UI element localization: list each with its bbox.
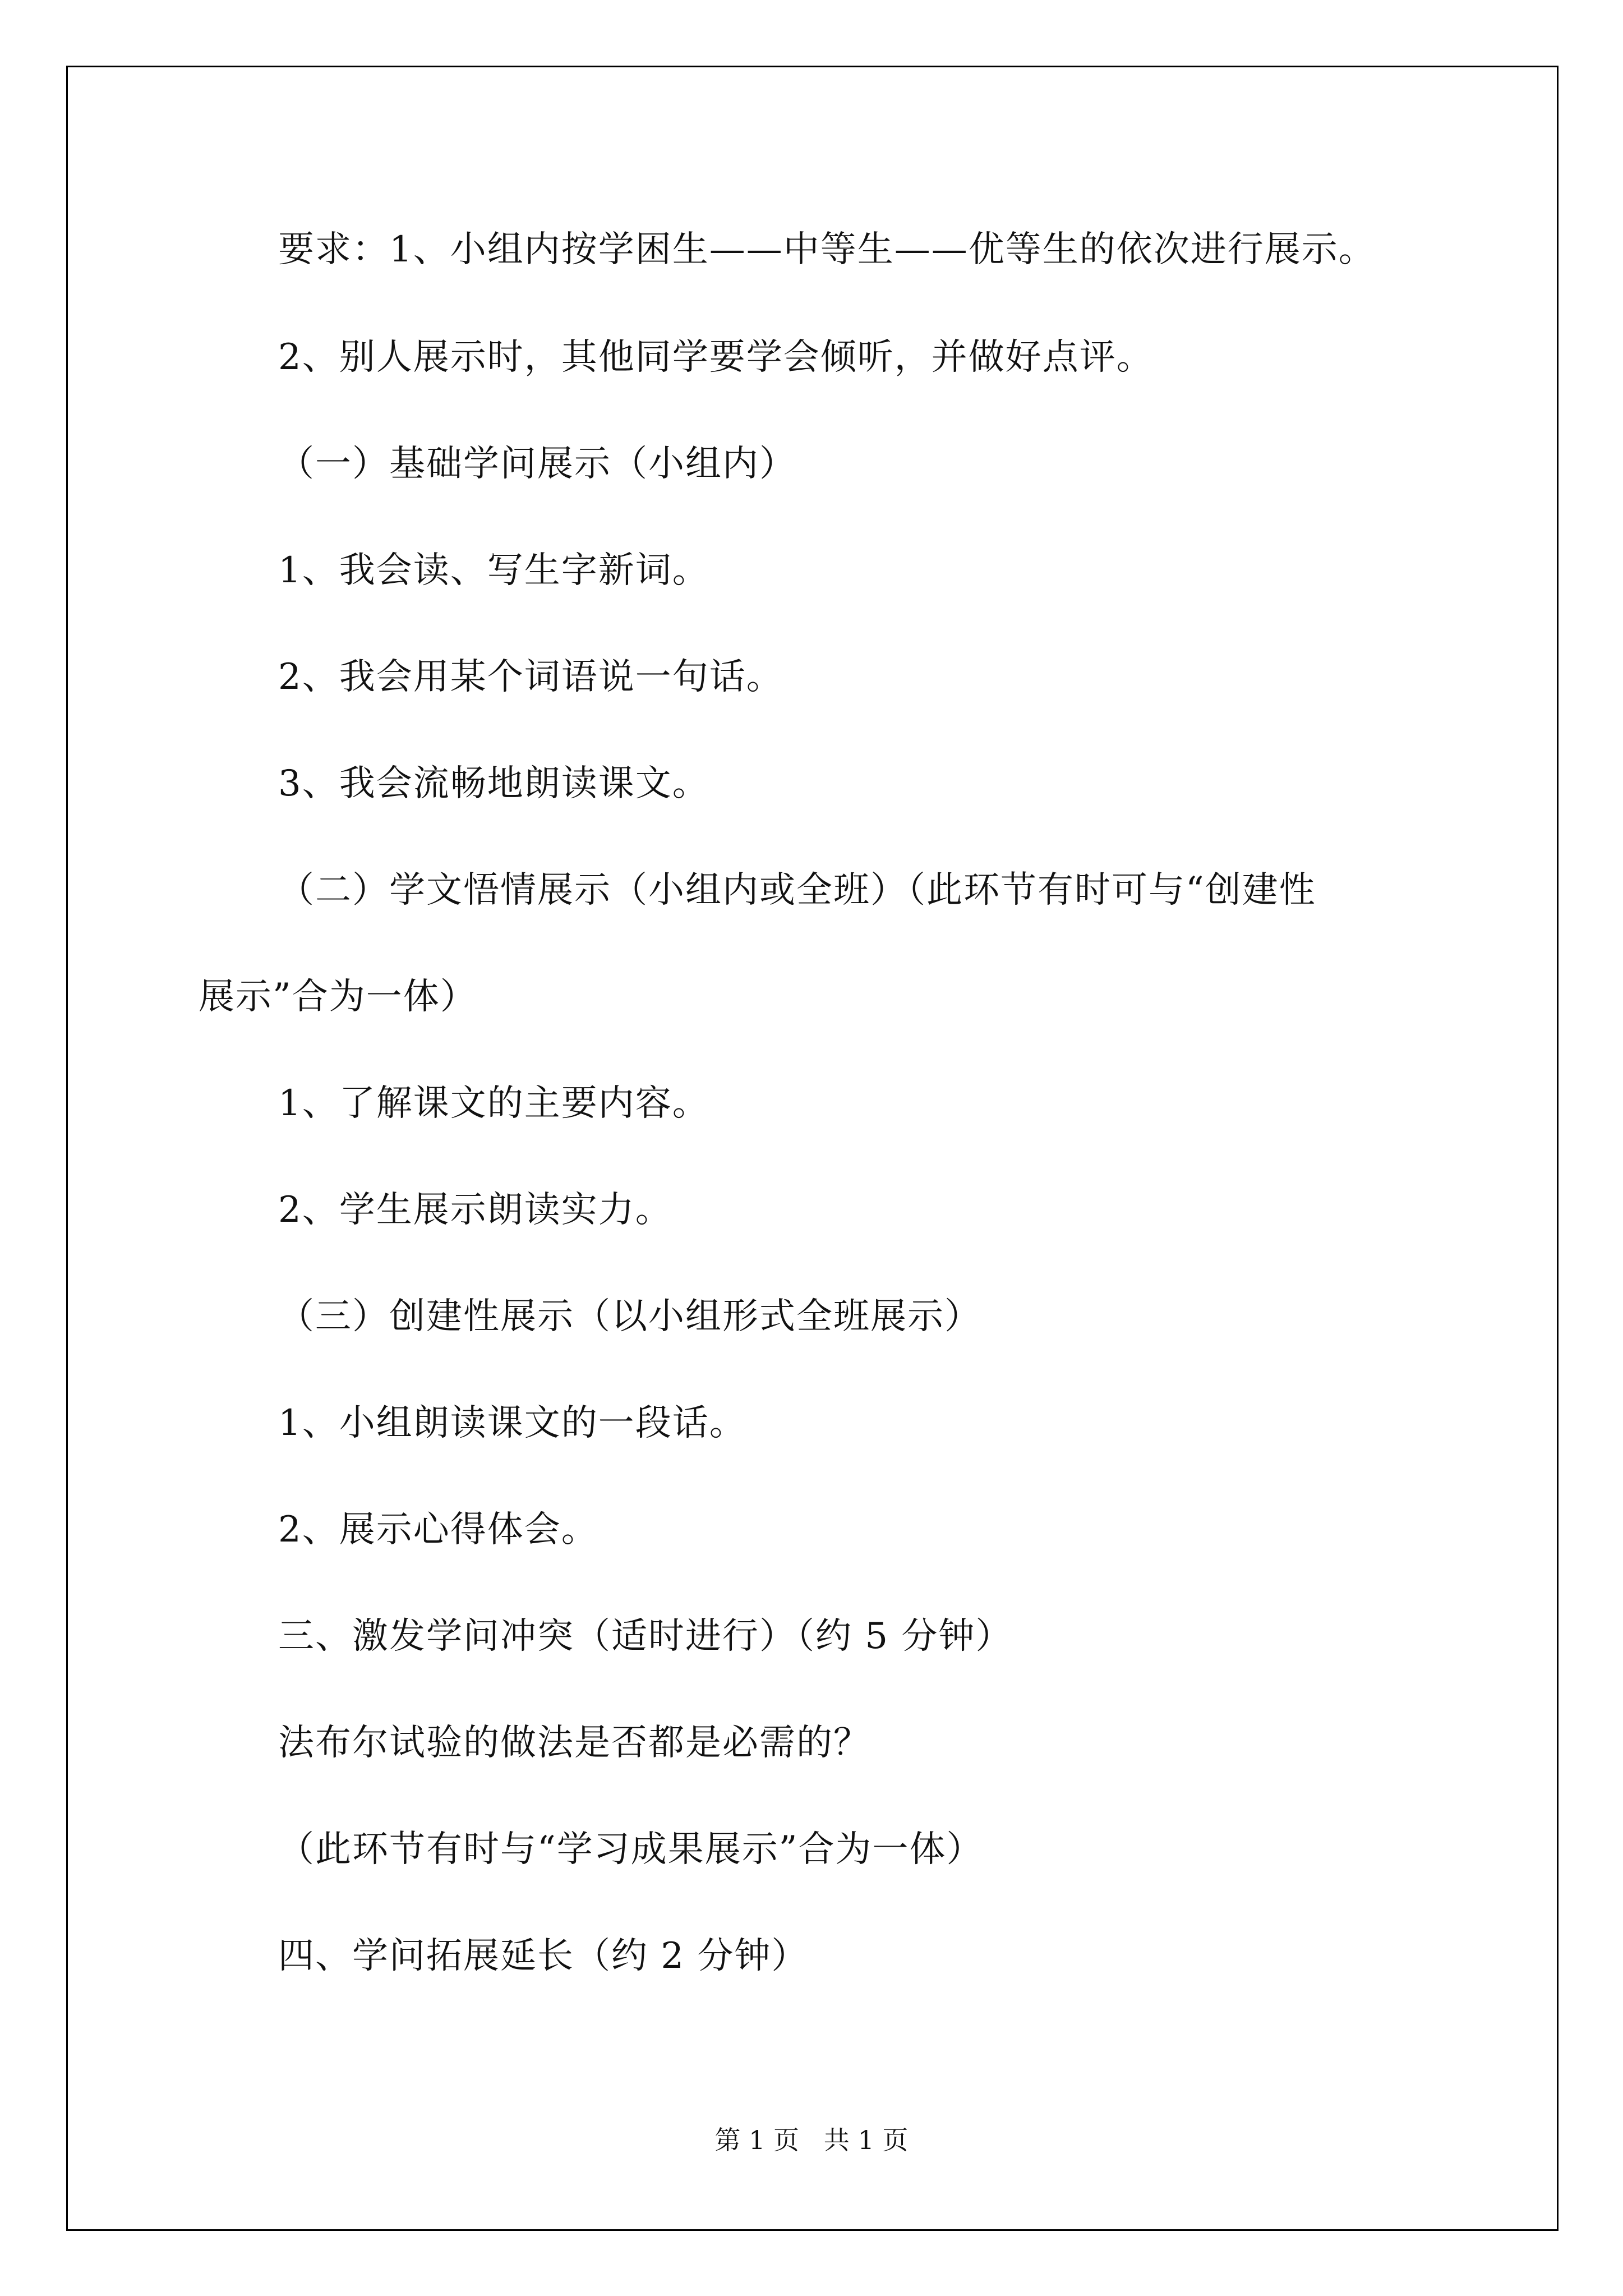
section-heading-basic: （一）基础学问展示（小组内） [278,443,796,485]
text-line-reading-1: 1、了解课文的主要内容。 [278,1083,709,1124]
text-line-requirement-2: 2、别人展示时，其他同学要学会倾听，并做好点评。 [278,337,1154,378]
page-frame [66,66,1559,2231]
page-footer: 第 1 页 共 1 页 [714,2125,909,2155]
section-heading-creative: （三）创建性展示（以小组形式全班展示） [278,1296,981,1337]
text-line-reading-2: 2、学生展示朗读实力。 [278,1189,672,1231]
section-heading-conflict: 三、激发学问冲突（适时进行）（约 5 分钟） [278,1616,1013,1657]
text-line-creative-2: 2、展示心得体会。 [278,1509,598,1550]
text-line-requirement-1: 要求：1、小组内按学困生——中等生——优等生的依次进行展示。 [278,229,1376,270]
text-line-conflict-note: （此环节有时与“学习成果展示”合为一体） [278,1829,984,1870]
text-line-basic-2: 2、我会用某个词语说一句话。 [278,656,783,698]
section-heading-reading-cont: 展示”合为一体） [199,976,477,1018]
text-line-basic-3: 3、我会流畅地朗读课文。 [278,763,709,804]
section-heading-reading: （二）学文悟情展示（小组内或全班）（此环节有时可与“创建性 [278,869,1316,911]
text-line-basic-1: 1、我会读、写生字新词。 [278,550,709,591]
section-heading-extension: 四、学问拓展延长（约 2 分钟） [278,1935,809,1977]
text-line-creative-1: 1、小组朗读课文的一段话。 [278,1402,746,1444]
text-line-conflict-question: 法布尔试验的做法是否都是必需的？ [278,1722,870,1764]
